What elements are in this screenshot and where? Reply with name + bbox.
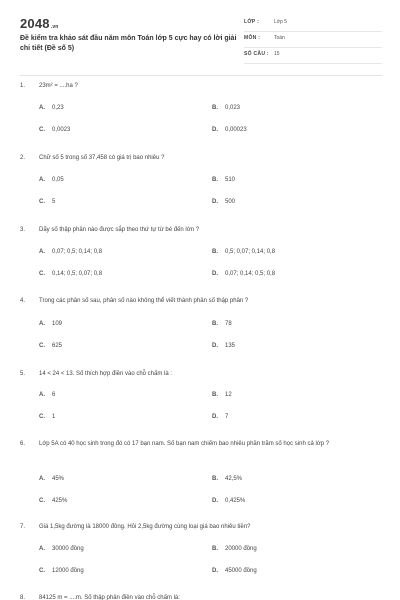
logo-suffix: .vn bbox=[50, 24, 59, 30]
option-text: 0,07; 0,14; 0,5; 0,8 bbox=[225, 271, 276, 277]
option-text: 20000 đồng bbox=[225, 546, 257, 552]
option-letter: C. bbox=[39, 343, 45, 349]
question-8 bbox=[20, 594, 382, 600]
meta-row-subject bbox=[244, 32, 382, 48]
question-text: Trong các phân số sau, phân số nào không thể viết thành phân số thập phân ? bbox=[39, 298, 249, 304]
logo-main: 2048 bbox=[20, 16, 50, 31]
option-letter: D. bbox=[212, 568, 218, 574]
option-letter: B. bbox=[212, 105, 218, 111]
option-text: 135 bbox=[225, 343, 236, 349]
option-letter: B. bbox=[212, 177, 218, 183]
option-c[interactable] bbox=[39, 271, 102, 277]
option-text: 1 bbox=[52, 414, 56, 420]
option-text: 45000 đồng bbox=[225, 568, 257, 574]
question-text: 84125 m = ....m. Số thập phân điền vào chỗ chấm là: bbox=[39, 595, 180, 600]
meta-panel bbox=[244, 16, 382, 64]
meta-row-grade bbox=[244, 16, 382, 32]
option-d[interactable] bbox=[212, 127, 247, 133]
question-3 bbox=[20, 226, 382, 277]
option-d[interactable] bbox=[212, 343, 235, 349]
question-number: 7. bbox=[20, 524, 26, 530]
option-a[interactable] bbox=[39, 249, 102, 255]
option-letter: B. bbox=[212, 249, 218, 255]
option-c[interactable] bbox=[39, 199, 55, 205]
option-text: 5 bbox=[52, 199, 56, 205]
option-b[interactable] bbox=[212, 105, 240, 111]
option-c[interactable] bbox=[39, 127, 70, 133]
option-letter: B. bbox=[212, 546, 218, 552]
option-letter: A. bbox=[39, 105, 45, 111]
option-letter: A. bbox=[39, 249, 45, 255]
option-letter: C. bbox=[39, 414, 45, 420]
question-text: Giá 1,5kg đường là 18000 đồng. Hỏi 2,5kg đường cùng loại giá bao nhiêu tiền? bbox=[39, 524, 251, 530]
option-text: 12000 đồng bbox=[52, 568, 84, 574]
option-letter: A. bbox=[39, 546, 45, 552]
meta-value: Toán bbox=[274, 35, 285, 41]
header-divider bbox=[20, 75, 382, 76]
question-number: 6. bbox=[20, 441, 26, 447]
option-letter: C. bbox=[39, 127, 45, 133]
meta-value: Lớp 5 bbox=[274, 19, 288, 25]
document-header bbox=[20, 14, 382, 70]
option-letter: A. bbox=[39, 392, 45, 398]
question-number: 2. bbox=[20, 155, 26, 161]
option-b[interactable] bbox=[212, 476, 242, 482]
meta-row-count bbox=[244, 48, 382, 64]
question-4 bbox=[20, 297, 382, 349]
option-text: 625 bbox=[52, 343, 63, 349]
option-c[interactable] bbox=[39, 414, 55, 420]
option-a[interactable] bbox=[39, 177, 64, 183]
option-c[interactable] bbox=[39, 498, 67, 504]
question-5 bbox=[20, 370, 382, 420]
meta-label: SỐ CÂU : bbox=[244, 51, 269, 57]
option-d[interactable] bbox=[212, 498, 245, 504]
option-letter: C. bbox=[39, 498, 45, 504]
option-letter: D. bbox=[212, 127, 218, 133]
question-7 bbox=[20, 523, 382, 574]
option-a[interactable] bbox=[39, 392, 55, 398]
option-text: 30000 đồng bbox=[52, 546, 84, 552]
option-text: 510 bbox=[225, 177, 236, 183]
meta-value: 15 bbox=[274, 51, 280, 57]
option-b[interactable] bbox=[212, 392, 232, 398]
option-text: 0,07; 0,5; 0,14; 0,8 bbox=[52, 249, 103, 255]
question-text: 14 < 24 < 13. Số thích hợp điền vào chỗ chấm là : bbox=[39, 371, 173, 377]
option-letter: C. bbox=[39, 199, 45, 205]
option-letter: D. bbox=[212, 271, 218, 277]
option-d[interactable] bbox=[212, 199, 235, 205]
option-c[interactable] bbox=[39, 343, 62, 349]
option-letter: D. bbox=[212, 414, 218, 420]
option-text: 78 bbox=[225, 321, 232, 327]
option-text: 12 bbox=[225, 392, 232, 398]
option-c[interactable] bbox=[39, 568, 84, 574]
option-text: 0,23 bbox=[52, 105, 64, 111]
question-6 bbox=[20, 440, 382, 504]
option-text: 6 bbox=[52, 392, 56, 398]
option-text: 0,14; 0,5; 0,07; 0,8 bbox=[52, 271, 103, 277]
option-b[interactable] bbox=[212, 321, 232, 327]
meta-label: LỚP : bbox=[244, 19, 260, 25]
option-text: 42,5% bbox=[225, 476, 243, 482]
option-letter: D. bbox=[212, 199, 218, 205]
option-letter: A. bbox=[39, 321, 45, 327]
option-d[interactable] bbox=[212, 414, 228, 420]
option-letter: B. bbox=[212, 476, 218, 482]
question-number: 8. bbox=[20, 595, 26, 600]
option-letter: A. bbox=[39, 177, 45, 183]
question-2 bbox=[20, 154, 382, 205]
question-text: Chữ số 5 trong số 37,458 có giá trị bao nhiêu ? bbox=[39, 155, 165, 161]
option-letter: B. bbox=[212, 392, 218, 398]
option-a[interactable] bbox=[39, 546, 84, 552]
site-logo[interactable] bbox=[20, 16, 59, 31]
question-1 bbox=[20, 82, 382, 133]
option-b[interactable] bbox=[212, 177, 235, 183]
option-text: 0,00023 bbox=[225, 127, 247, 133]
option-b[interactable] bbox=[212, 546, 257, 552]
question-text: 23m² = ....ha ? bbox=[39, 83, 78, 89]
option-letter: B. bbox=[212, 321, 218, 327]
option-text: 500 bbox=[225, 199, 236, 205]
question-number: 5. bbox=[20, 371, 26, 377]
option-letter: C. bbox=[39, 568, 45, 574]
option-text: 0,0023 bbox=[52, 127, 71, 133]
option-text: 109 bbox=[52, 321, 63, 327]
question-text: Dãy số thập phân nào được sắp theo thứ tự từ bé đến lớn ? bbox=[39, 227, 200, 233]
question-text: Lớp 5A có 40 học sinh trong đó có 17 bạn nam. Số bạn nam chiếm bao nhiêu phần trăm số học sinh cả lớp ? bbox=[39, 441, 330, 447]
option-text: 0,023 bbox=[225, 105, 241, 111]
option-text: 0,425% bbox=[225, 498, 246, 504]
question-number: 1. bbox=[20, 83, 26, 89]
option-letter: D. bbox=[212, 343, 218, 349]
option-text: 45% bbox=[52, 476, 65, 482]
document-title: Đề kiểm tra khảo sát đầu năm môn Toán lớp 5 cực hay có lời giải chi tiết (Đề số 5) bbox=[20, 35, 237, 52]
meta-label: MÔN : bbox=[244, 35, 261, 41]
option-letter: D. bbox=[212, 498, 218, 504]
option-d[interactable] bbox=[212, 568, 257, 574]
option-a[interactable] bbox=[39, 321, 62, 327]
option-b[interactable] bbox=[212, 249, 275, 255]
option-a[interactable] bbox=[39, 476, 64, 482]
question-number: 4. bbox=[20, 298, 26, 304]
option-text: 425% bbox=[52, 498, 68, 504]
option-a[interactable] bbox=[39, 105, 64, 111]
option-letter: C. bbox=[39, 271, 45, 277]
option-text: 0,05 bbox=[52, 177, 64, 183]
option-text: 0,5; 0,07; 0,14; 0,8 bbox=[225, 249, 276, 255]
option-d[interactable] bbox=[212, 271, 275, 277]
question-number: 3. bbox=[20, 227, 26, 233]
option-text: 7 bbox=[225, 414, 229, 420]
option-letter: A. bbox=[39, 476, 45, 482]
